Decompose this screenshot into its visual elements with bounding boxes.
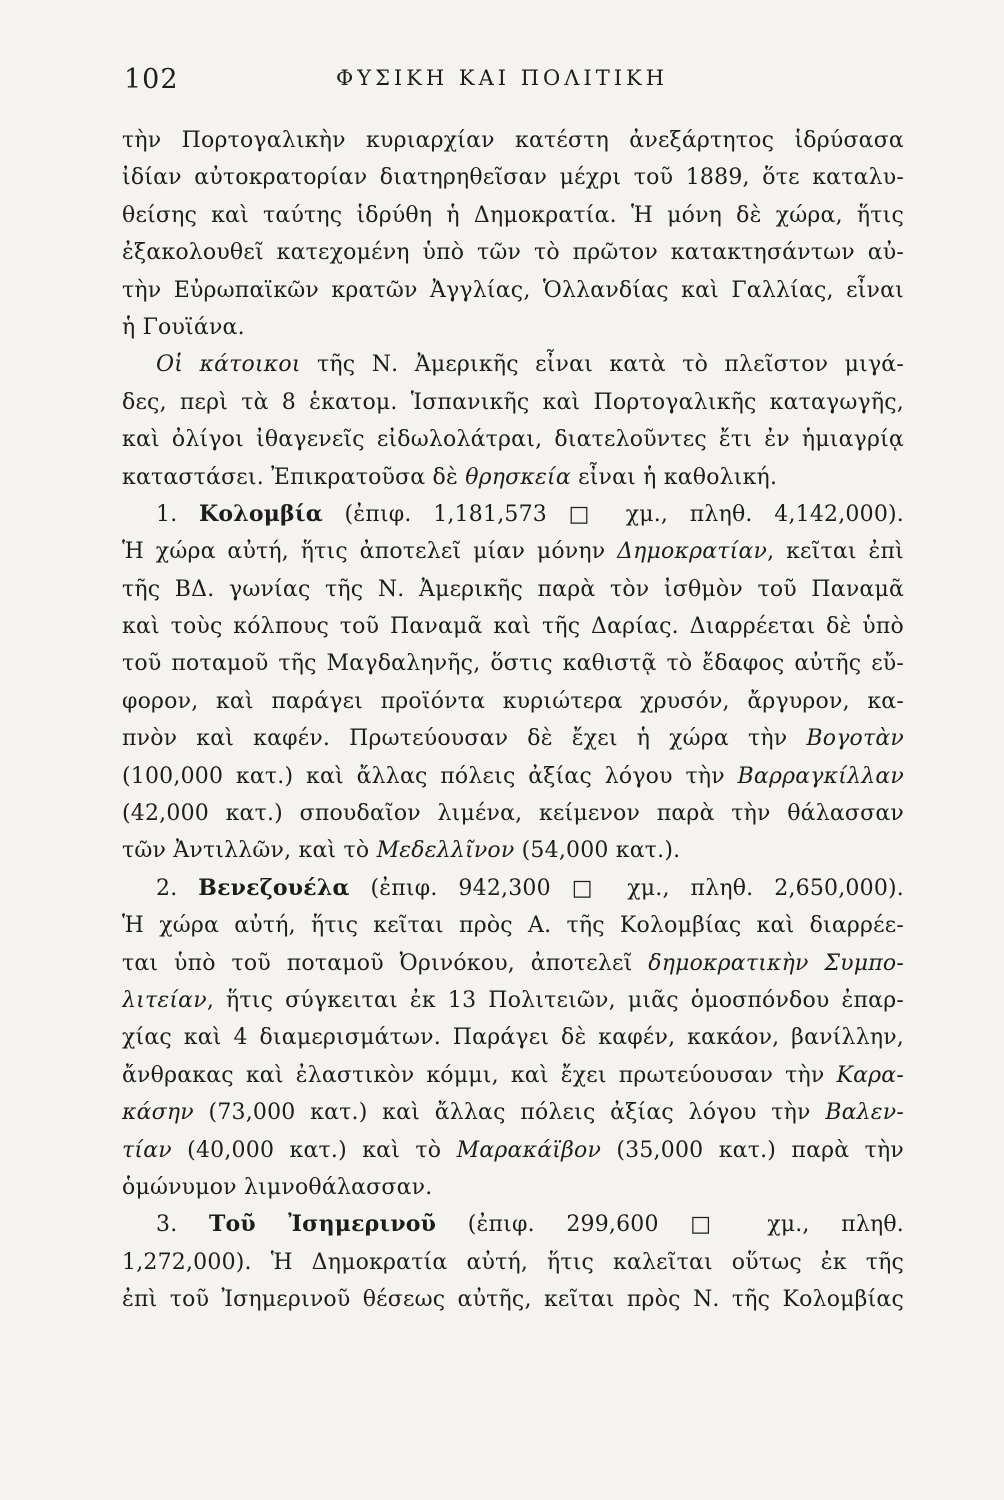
line-segment: καταστάσει. Ἐπικρατοῦσα δὲ: [122, 464, 466, 490]
text-line: [122, 533, 904, 570]
italic-term: Βογοτὰν: [806, 726, 904, 752]
text-line: [122, 459, 904, 496]
italic-term: κάσην: [122, 1100, 194, 1126]
text-line: [122, 1094, 904, 1131]
italic-term: Βαρραγκίλλαν: [737, 763, 904, 789]
country-name: Κολομβία: [199, 500, 323, 527]
italic-term: Οἱ κάτοικοι: [156, 352, 301, 378]
section-heading-ecuador: [122, 1206, 904, 1243]
country-name: Βενεζουέλα: [198, 874, 350, 901]
line-segment: (54,000 κατ.).: [514, 838, 681, 864]
italic-term: Βαλεν-: [825, 1100, 904, 1126]
body-text: [122, 122, 904, 1319]
line-segment: (100,000 κατ.) καὶ ἄλλας πόλεις ἀξίας λόγου τὴν: [122, 763, 738, 789]
text-line: τὴν Εὐρωπαϊκῶν κρατῶν Ἀγγλίας, Ὁλλανδίας καὶ Γαλλίας, εἶναι: [122, 277, 904, 303]
italic-term: Δημοκρατίαν: [617, 539, 768, 565]
text-line: ἐπὶ τοῦ Ἰσημερινοῦ θέσεως αὐτῆς, κεῖται πρὸς Ν. τῆς Κολομβίας: [122, 1287, 904, 1313]
page-header: [0, 64, 1004, 104]
line-segment: Ἡ χώρα αὐτή, ἥτις ἀποτελεῖ μίαν μόνην: [122, 539, 618, 565]
text-line: [122, 758, 904, 795]
line-segment: (ἐπιφ. 299,600 □ χμ., πληθ.: [436, 1212, 904, 1238]
italic-term: θρησκεία: [465, 464, 571, 490]
line-segment: 2.: [156, 875, 199, 901]
line-segment: (ἐπιφ. 942,300 □ χμ., πληθ. 2,650,000).: [349, 875, 904, 901]
text-line: τῆς ΒΔ. γωνίας τῆς Ν. Ἀμερικῆς παρὰ τὸν ἰσθμὸν τοῦ Παναμᾶ: [122, 576, 904, 602]
line-segment: (40,000 κατ.) καὶ τὸ: [171, 1137, 457, 1163]
text-line: ὁμώνυμον λιμνοθάλασσαν.: [122, 1174, 433, 1200]
text-line: [122, 832, 904, 869]
line-segment: (73,000 κατ.) καὶ ἄλλας πόλεις ἀξίας λόγου τὴν: [193, 1100, 826, 1126]
section-heading-venezuela: [122, 870, 904, 907]
text-line: [122, 346, 904, 383]
page-number: 102: [124, 64, 179, 95]
line-segment: 1.: [156, 501, 200, 527]
line-segment: 3.: [156, 1212, 209, 1238]
line-segment: τῶν Ἀντιλλῶν, καὶ τὸ: [122, 838, 377, 864]
section-heading-colombia: [122, 496, 904, 533]
text-line: ἡ Γουϊάνα.: [122, 314, 245, 340]
italic-term: τίαν: [122, 1137, 172, 1163]
text-line: [122, 945, 904, 982]
text-line: τὴν Πορτογαλικὴν κυριαρχίαν κατέστη ἀνεξάρτητος ἱδρύσασα: [122, 128, 904, 153]
italic-term: Μαρακάϊβον: [456, 1137, 602, 1163]
text-line: τοῦ ποταμοῦ τῆς Μαγδαληνῆς, ὅστις καθιστᾷ τὸ ἔδαφος αὐτῆς εὔ-: [122, 651, 904, 677]
italic-term: Καρα-: [836, 1062, 904, 1088]
text-line: θείσης καὶ ταύτης ἱδρύθη ἡ Δημοκρατία. Ἡ μόνη δὲ χώρα, ἥτις: [122, 202, 904, 228]
line-segment: εἶναι ἡ καθολική.: [570, 464, 778, 490]
text-line: καὶ ὀλίγοι ἰθαγενεῖς εἰδωλολάτραι, διατελοῦντες ἔτι ἐν ἡμιαγρίᾳ: [122, 427, 904, 453]
line-segment: τῆς Ν. Ἀμερικῆς εἶναι κατὰ τὸ πλεῖστον μιγά-: [300, 352, 904, 378]
text-line: [122, 1057, 904, 1094]
line-segment: , κεῖται ἐπὶ: [767, 539, 904, 565]
line-segment: (ἐπιφ. 1,181,573 □ χμ., πληθ. 4,142,000).: [322, 501, 904, 527]
line-segment: ται ὑπὸ τοῦ ποταμοῦ Ὀρινόκου, ἀποτελεῖ: [122, 950, 649, 976]
italic-term: δημοκρατικὴν Συμπο-: [648, 950, 904, 976]
line-segment: (35,000 κατ.) παρὰ τὴν: [601, 1137, 904, 1163]
text-line: 1,272,000). Ἡ Δημοκρατία αὐτή, ἥτις καλεῖται οὕτως ἐκ τῆς: [122, 1249, 904, 1275]
line-segment: πνὸν καὶ καφέν. Πρωτεύουσαν δὲ ἔχει ἡ χώρα τὴν: [122, 726, 807, 752]
line-segment: ἄνθρακας καὶ ἐλαστικὸν κόμμι, καὶ ἔχει πρωτεύουσαν τὴν: [122, 1062, 837, 1088]
text-line: Ἡ χώρα αὐτή, ἥτις κεῖται πρὸς Α. τῆς Κολομβίας καὶ διαρρέε-: [122, 913, 904, 939]
italic-term: λιτείαν: [122, 987, 207, 1013]
text-line: [122, 720, 904, 757]
italic-term: Μεδελλῖνον: [376, 838, 515, 864]
text-line: (42,000 κατ.) σπουδαῖον λιμένα, κείμενον παρὰ τὴν θάλασσαν: [122, 801, 904, 827]
running-title: ΦΥΣΙΚΗ ΚΑΙ ΠΟΛΙΤΙΚΗ: [335, 66, 669, 90]
text-line: φορον, καὶ παράγει προϊόντα κυριώτερα χρυσόν, ἄργυρον, κα-: [122, 688, 904, 714]
text-line: χίας καὶ 4 διαμερισμάτων. Παράγει δὲ καφέν, κακάον, βανίλλην,: [122, 1025, 904, 1051]
text-line: καὶ τοὺς κόλπους τοῦ Παναμᾶ καὶ τῆς Δαρίας. Διαρρέεται δὲ ὑπὸ: [122, 614, 904, 640]
text-line: δες, περὶ τὰ 8 ἑκατομ. Ἱσπανικῆς καὶ Πορτογαλικῆς καταγωγῆς,: [122, 389, 904, 415]
line-segment: , ἥτις σύγκειται ἐκ 13 Πολιτειῶν, μιᾶς ὁμοσπόνδου ἐπαρ-: [206, 987, 904, 1013]
text-line: ἐξακολουθεῖ κατεχομένη ὑπὸ τῶν τὸ πρῶτον κατακτησάντων αὐ-: [122, 240, 904, 266]
country-name: Τοῦ Ἰσημερινοῦ: [208, 1211, 437, 1238]
text-line: [122, 982, 904, 1019]
text-line: [122, 1132, 904, 1169]
text-line: ἰδίαν αὐτοκρατορίαν διατηρηθεῖσαν μέχρι τοῦ 1889, ὅτε καταλυ-: [122, 165, 904, 191]
